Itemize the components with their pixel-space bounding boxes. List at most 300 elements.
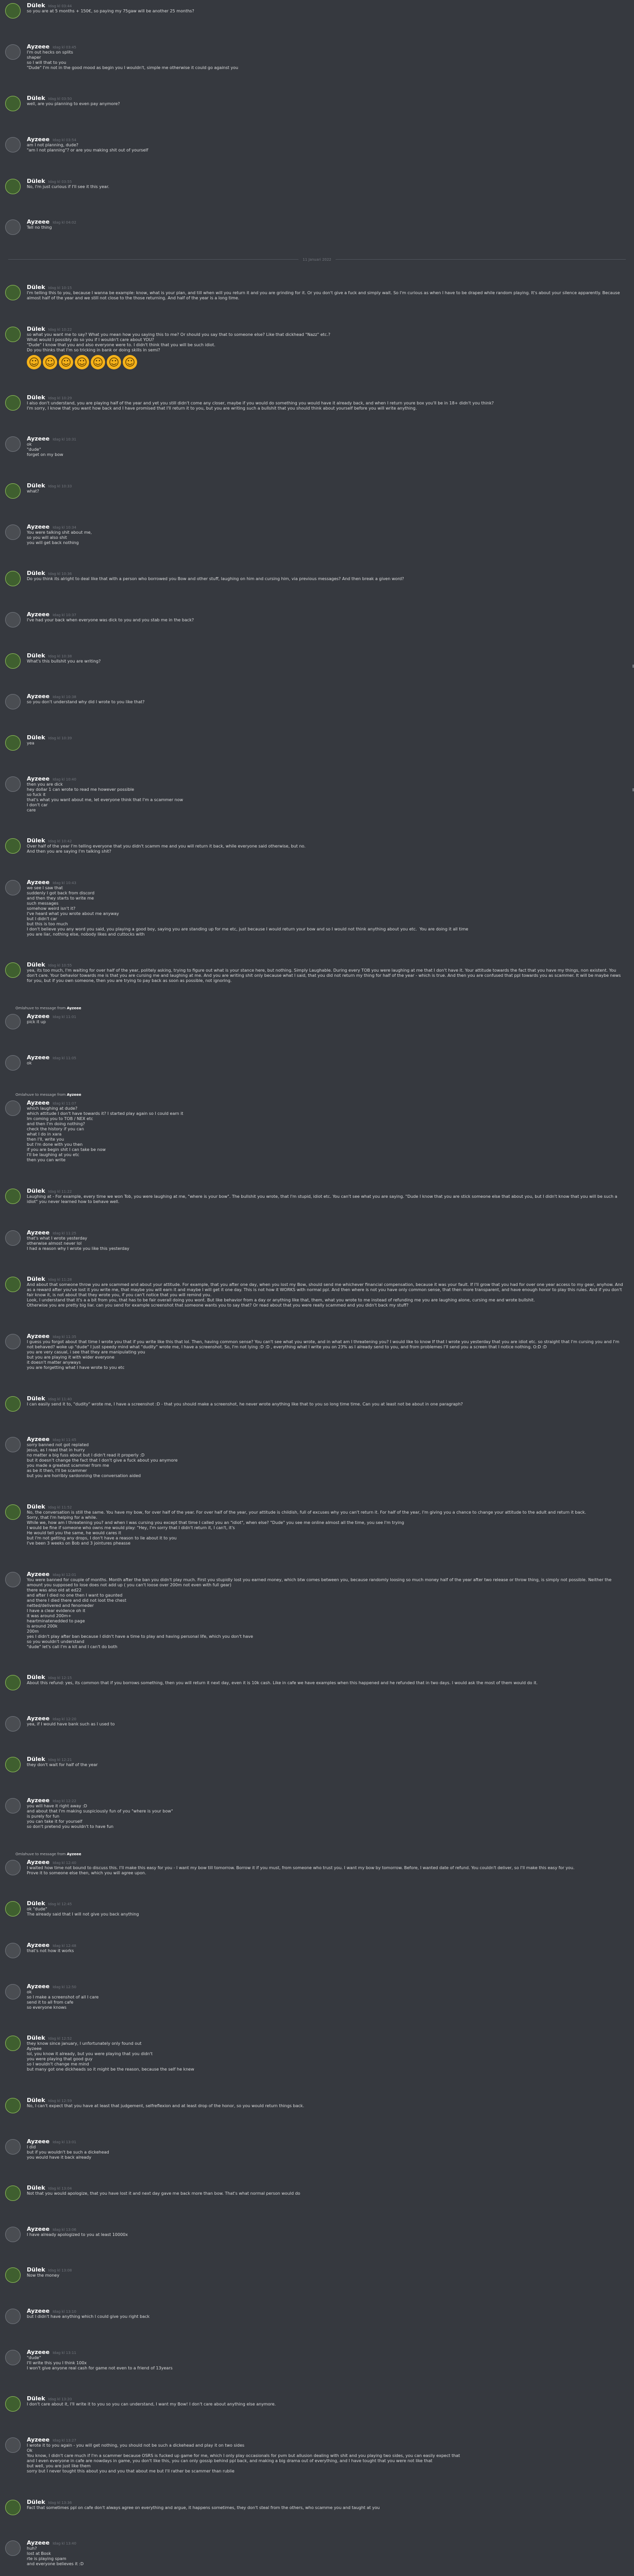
message-timestamp: Idag kl 13:08 bbox=[48, 2268, 72, 2273]
message-text: that's what you want about me, let everyone think that I'm a scammer now bbox=[27, 797, 183, 802]
message-group bbox=[0, 1393, 634, 1414]
message-timestamp: Idag kl 11:35 bbox=[53, 1334, 76, 1339]
message-author[interactable]: Dülek bbox=[27, 284, 45, 291]
message-text: ok bbox=[27, 442, 32, 447]
avatar[interactable] bbox=[5, 1189, 21, 1204]
avatar[interactable] bbox=[5, 776, 21, 792]
message-text: No, I can't expect that you have at least that judgement, selfreflexion and at least drop of the honor, so you would return things back. bbox=[27, 2103, 305, 2108]
message-group bbox=[0, 1006, 634, 1031]
message-author[interactable]: Dülek bbox=[27, 394, 45, 401]
message-timestamp: Idag kl 03:44 bbox=[48, 4, 72, 8]
message-body bbox=[27, 1436, 626, 1479]
message-timestamp: Idag kl 10:37 bbox=[53, 613, 76, 617]
message-body bbox=[27, 2138, 626, 2160]
message-timestamp: Idag kl 12:15 bbox=[48, 1676, 72, 1681]
message-header bbox=[27, 2035, 626, 2041]
message-author[interactable]: Ayzeee bbox=[27, 523, 50, 530]
avatar[interactable] bbox=[5, 2309, 21, 2324]
message-text: then I'll, write you bbox=[27, 1137, 64, 1142]
message-group bbox=[0, 1713, 634, 1734]
avatar[interactable] bbox=[5, 1716, 21, 1732]
message-group bbox=[0, 959, 634, 986]
message-timestamp: Idag kl 10:43 bbox=[53, 880, 76, 885]
message bbox=[0, 176, 634, 196]
avatar[interactable] bbox=[5, 653, 21, 669]
message-text: so everyone knows bbox=[27, 2005, 66, 2010]
message-author[interactable]: Ayzeee bbox=[27, 135, 50, 143]
avatar[interactable] bbox=[5, 1798, 21, 1814]
day-divider-label: 11 Januari 2022 bbox=[303, 257, 331, 262]
reply-reference[interactable] bbox=[15, 1852, 634, 1856]
message bbox=[0, 134, 634, 155]
message-group bbox=[0, 2347, 634, 2373]
reply-reference[interactable] bbox=[15, 1093, 634, 1097]
message-body bbox=[27, 2, 626, 19]
message-body bbox=[27, 2349, 626, 2371]
message-header bbox=[27, 482, 626, 489]
avatar[interactable] bbox=[5, 2540, 21, 2556]
avatar[interactable] bbox=[5, 219, 21, 235]
message-text: yea, if I would have bank such as I used to bbox=[27, 1721, 115, 1726]
message-author[interactable]: Dülek bbox=[27, 482, 45, 489]
message-group bbox=[0, 93, 634, 113]
message-text: but this is too much bbox=[27, 921, 68, 926]
message-text: you are forgetting what I have wrote to you etc bbox=[27, 1365, 125, 1370]
message-author[interactable]: Dülek bbox=[27, 652, 45, 659]
message-text: Do you think its alright to deal like that with a person who borrowed you Bow and other stuff, laughing on him and cursing him, via previous messages? And then break a given word? bbox=[27, 577, 404, 582]
message-timestamp: Idag kl 12:50 bbox=[53, 1985, 76, 1989]
message bbox=[0, 959, 634, 986]
message-text: What would I possibly do so you if I wouldn't care about YOU? bbox=[27, 337, 154, 343]
message-group bbox=[0, 1331, 634, 1372]
message-author[interactable]: Dülek bbox=[27, 2266, 45, 2274]
message-author[interactable]: Ayzeee bbox=[27, 1099, 50, 1107]
message-author[interactable]: Dülek bbox=[27, 2498, 45, 2505]
message-author[interactable]: Ayzeee bbox=[27, 2138, 50, 2145]
avatar[interactable] bbox=[5, 96, 21, 111]
message-timestamp: Idag kl 04:02 bbox=[53, 221, 76, 225]
message bbox=[0, 324, 634, 371]
message-author[interactable]: Ayzeee bbox=[27, 2539, 50, 2547]
message-body bbox=[27, 136, 626, 153]
message-text: I have already apologized to you at least 10000x bbox=[27, 2232, 128, 2237]
message-text: Over half of the year I'm telling everyone that you didn't scamm me and you will return it back, while everyone said otherwise, but no. bbox=[27, 844, 306, 849]
message-text: so you are at 5 months + 150€, so paying my 75gaw will be another 25 months? bbox=[27, 9, 194, 13]
message-author[interactable]: Ayzeee bbox=[27, 43, 50, 50]
laughing-emoji-icon: ☺ bbox=[43, 355, 57, 369]
message-author[interactable]: Dülek bbox=[27, 177, 45, 184]
avatar[interactable] bbox=[5, 2185, 21, 2201]
message-text: I've had your back when everyone was dick to you and you stab me in the back? bbox=[27, 617, 194, 622]
message-group bbox=[0, 176, 634, 196]
message-text: which laughing at dude? bbox=[27, 1106, 78, 1111]
message-author[interactable]: Dülek bbox=[27, 1276, 45, 1283]
message-author[interactable]: Ayzeee bbox=[27, 1013, 50, 1020]
reply-text: Omlahuve to message from bbox=[15, 1852, 67, 1856]
message-author[interactable]: Ayzeee bbox=[27, 1229, 50, 1236]
message bbox=[0, 835, 634, 856]
avatar[interactable] bbox=[5, 524, 21, 540]
message-author[interactable]: Dülek bbox=[27, 570, 45, 577]
message-header bbox=[27, 1983, 626, 1990]
message-author[interactable]: Dülek bbox=[27, 837, 45, 844]
message-timestamp: Idag kl 03:55 bbox=[48, 179, 72, 184]
message-text: yes I didn't play after ban because I didn't have a time to play and having personal life, which you don't have bbox=[27, 1634, 253, 1639]
avatar[interactable] bbox=[5, 1572, 21, 1587]
message-timestamp: Idag kl 12:48 bbox=[53, 1943, 76, 1948]
message bbox=[0, 1501, 634, 1548]
message-body bbox=[27, 482, 626, 499]
message-header bbox=[27, 1900, 626, 1907]
message-group bbox=[0, 1052, 634, 1073]
message-group bbox=[0, 2497, 634, 2517]
message-text: I'll be laughing at you etc bbox=[27, 1153, 79, 1158]
message-body bbox=[27, 2308, 626, 2324]
message-header bbox=[27, 2184, 626, 2191]
message-author[interactable]: Ayzeee bbox=[27, 2348, 50, 2355]
message-author[interactable]: Dülek bbox=[27, 1674, 45, 1681]
message-author[interactable]: Dülek bbox=[27, 2395, 45, 2402]
message-body bbox=[27, 2539, 626, 2567]
message-group bbox=[0, 433, 634, 460]
message bbox=[0, 2393, 634, 2414]
avatar[interactable] bbox=[5, 880, 21, 895]
message-text: that's what I wrote yesterday bbox=[27, 1235, 88, 1241]
message-author[interactable]: Ayzeee bbox=[27, 1797, 50, 1804]
message-text: Now the money bbox=[27, 2273, 60, 2278]
avatar[interactable] bbox=[5, 838, 21, 854]
message-text: No, I'm just curious if I'll see it this year. bbox=[27, 184, 110, 189]
avatar[interactable] bbox=[5, 1055, 21, 1071]
message-timestamp: Idag kl 10:34 bbox=[53, 525, 76, 530]
avatar[interactable] bbox=[5, 1860, 21, 1875]
message-author[interactable]: Ayzeee bbox=[27, 1941, 50, 1948]
message-timestamp: Idag kl 11:05 bbox=[53, 1056, 76, 1060]
message-body bbox=[27, 43, 626, 71]
message bbox=[0, 480, 634, 501]
message-text: heartminatenedded to page bbox=[27, 1618, 85, 1623]
message-text: sorry but I never tought this about you and you that about me but I'll rather be scammer than rublie bbox=[27, 2469, 235, 2474]
emoji-row bbox=[27, 355, 626, 369]
message-text: you were playing that good guy bbox=[27, 2057, 93, 2062]
message-text: Laughing at - For example, every time we won Tob, you were laughing at me, "where is your bow". The bullshit you wrote, that I'm stupid, idiot etc. You can't see what you are saying. "Dude I know that you are stick someone else that about you, but I didn't know that you will be such a idiot" you never learned how to behave well. bbox=[27, 1194, 619, 1205]
avatar[interactable] bbox=[5, 1334, 21, 1349]
avatar[interactable] bbox=[5, 962, 21, 978]
message-text: it doesn't matter anyways bbox=[27, 1360, 81, 1365]
message-header bbox=[27, 2308, 626, 2314]
message-author[interactable]: Ayzeee bbox=[27, 2436, 50, 2444]
avatar[interactable] bbox=[5, 44, 21, 60]
message-author[interactable]: Ayzeee bbox=[27, 218, 50, 226]
message bbox=[0, 282, 634, 303]
message-author[interactable]: Dülek bbox=[27, 1188, 45, 1195]
avatar[interactable] bbox=[5, 2098, 21, 2113]
message-text: I wrote it to you again - you will get nothing, you should not be such a dickehead and play it on two sides bbox=[27, 2443, 245, 2448]
message-text: and there I died there and did not loot the chest bbox=[27, 1598, 126, 1603]
avatar[interactable] bbox=[5, 2350, 21, 2365]
message-text: you will get back nothing bbox=[27, 540, 79, 545]
message-text: it was around 200m+ bbox=[27, 1613, 72, 1618]
message-text: suddenly I got back from discord bbox=[27, 890, 95, 895]
message-header bbox=[27, 1942, 626, 1948]
message bbox=[0, 609, 634, 630]
avatar[interactable] bbox=[5, 2227, 21, 2242]
message-author[interactable]: Ayzeee bbox=[27, 775, 50, 782]
avatar[interactable] bbox=[5, 2396, 21, 2412]
message bbox=[0, 521, 634, 548]
avatar[interactable] bbox=[5, 1675, 21, 1690]
message-timestamp: Idag kl 13:27 bbox=[53, 2438, 76, 2443]
message-text: While we, how am I threatening you? and when I was cursing you except that time I called you an "idiot", when else? "Dude" you see me online almost all the time, you see I'm trying bbox=[27, 1520, 404, 1525]
message-author[interactable]: Ayzeee bbox=[27, 878, 50, 886]
message-text: I've heard what you wrote about me anyway bbox=[27, 911, 119, 916]
message-text: but I didn't car bbox=[27, 916, 57, 921]
message-author[interactable]: Dülek bbox=[27, 961, 45, 969]
message-group bbox=[0, 1754, 634, 1774]
avatar[interactable] bbox=[5, 3, 21, 19]
message-body bbox=[27, 95, 626, 111]
message-timestamp: Idag kl 11:28 bbox=[48, 1278, 72, 1282]
message-text: I'm out hecks on splits bbox=[27, 49, 73, 55]
message-text: Prove it to someone else then, which you will agree upon. bbox=[27, 1870, 146, 1875]
message-author[interactable]: Ayzeee bbox=[27, 1436, 50, 1443]
avatar[interactable] bbox=[5, 1437, 21, 1452]
avatar[interactable] bbox=[5, 735, 21, 751]
message-author[interactable]: Dülek bbox=[27, 95, 45, 102]
message-author[interactable]: Dülek bbox=[27, 734, 45, 741]
message-group bbox=[0, 1274, 634, 1310]
message-author[interactable]: Dülek bbox=[27, 2, 45, 9]
message-group bbox=[0, 1672, 634, 1692]
message bbox=[0, 0, 634, 21]
avatar[interactable] bbox=[5, 327, 21, 342]
message-text: and then I'm doing nothing? bbox=[27, 1122, 85, 1127]
message-text: I don't car bbox=[27, 802, 48, 807]
message-author[interactable]: Ayzeee bbox=[27, 435, 50, 443]
message-header bbox=[27, 136, 626, 143]
message-author[interactable]: Ayzeee bbox=[27, 693, 50, 700]
message-body bbox=[27, 394, 626, 411]
avatar[interactable] bbox=[5, 436, 21, 452]
message-timestamp: Idag kl 13:10 bbox=[53, 2310, 76, 2314]
message-text: lost at Bosk bbox=[27, 2551, 51, 2556]
message-group bbox=[0, 324, 634, 371]
message-text: I've been 3 weeks on Bob and 3 jointures pheasse bbox=[27, 1540, 130, 1546]
message-body bbox=[27, 1395, 626, 1412]
message-body bbox=[27, 218, 626, 235]
message-author[interactable]: Dülek bbox=[27, 1503, 45, 1510]
message-author[interactable]: Ayzeee bbox=[27, 1054, 50, 1061]
message-author[interactable]: Dülek bbox=[27, 1900, 45, 1907]
message-text: ok "dude" bbox=[27, 1907, 47, 1912]
avatar[interactable] bbox=[5, 694, 21, 709]
message-text: there was also old at ed22 bbox=[27, 1587, 82, 1592]
message-text: as be it then, I'll be scammer bbox=[27, 1468, 87, 1473]
message bbox=[0, 93, 634, 113]
avatar[interactable] bbox=[5, 2500, 21, 2515]
avatar[interactable] bbox=[5, 2437, 21, 2453]
message-text: I'm sorry, I know that you want how back and I have promised that I'll return it to you, but you are writing such a bullshit that you should think about yourself before you will write anything. bbox=[27, 405, 417, 411]
message-text: they know since january, I unfortunately only found out bbox=[27, 2041, 142, 2046]
message bbox=[0, 2537, 634, 2569]
message-text: netted/delivered and fenomeder bbox=[27, 1603, 94, 1608]
message-header bbox=[27, 2539, 626, 2546]
message-header bbox=[27, 611, 626, 618]
reply-reference[interactable] bbox=[15, 1006, 634, 1010]
avatar[interactable] bbox=[5, 285, 21, 300]
message-header bbox=[27, 326, 626, 332]
message-header bbox=[27, 178, 626, 184]
avatar[interactable] bbox=[5, 1504, 21, 1520]
avatar[interactable] bbox=[5, 483, 21, 499]
message-text: but I'm done with you then bbox=[27, 1142, 83, 1147]
message-timestamp: Idag kl 10:38 bbox=[48, 654, 72, 658]
message-group bbox=[0, 732, 634, 753]
message-text: The already said that I will not give you back anything bbox=[27, 1912, 139, 1917]
message-group bbox=[0, 392, 634, 413]
avatar[interactable] bbox=[5, 1277, 21, 1292]
reply-author: Ayzeee bbox=[66, 1093, 81, 1097]
message-header bbox=[27, 2097, 626, 2104]
message-group bbox=[0, 2095, 634, 2115]
avatar[interactable] bbox=[5, 1984, 21, 1999]
message-text: "dude" bbox=[27, 2355, 41, 2360]
message-timestamp: Idag kl 10:15 bbox=[48, 286, 72, 291]
message-text: I had a reason why I wrote you like this yesterday bbox=[27, 1246, 129, 1251]
message-group bbox=[0, 1898, 634, 1919]
message-header bbox=[27, 43, 626, 50]
message-timestamp: Idag kl 13:01 bbox=[53, 2140, 76, 2144]
avatar[interactable] bbox=[5, 179, 21, 194]
message-group bbox=[0, 835, 634, 856]
message-author[interactable]: Dülek bbox=[27, 326, 45, 333]
message bbox=[0, 392, 634, 413]
message-header bbox=[27, 570, 626, 577]
message-author[interactable]: Dülek bbox=[27, 2035, 45, 2042]
message-group bbox=[0, 1501, 634, 1548]
message-header bbox=[27, 2349, 626, 2355]
message-author[interactable]: Dülek bbox=[27, 1756, 45, 1763]
message-group bbox=[0, 216, 634, 237]
message-header bbox=[27, 1013, 626, 1020]
message-timestamp: Idag kl 10:42 bbox=[48, 839, 72, 844]
message-body bbox=[27, 1797, 626, 1829]
message bbox=[0, 773, 634, 815]
message-timestamp: Idag kl 12:40 bbox=[53, 1860, 76, 1865]
message-timestamp: Idag kl 12:59 bbox=[48, 2098, 72, 2103]
message-group bbox=[0, 2224, 634, 2244]
message-text: and after I died no one then I want to gaunted bbox=[27, 1592, 123, 1598]
avatar[interactable] bbox=[5, 571, 21, 586]
message-group bbox=[0, 568, 634, 588]
message-author[interactable]: Ayzeee bbox=[27, 611, 50, 618]
message-author[interactable]: Ayzeee bbox=[27, 1332, 50, 1340]
avatar[interactable] bbox=[5, 395, 21, 411]
message-timestamp: Idag kl 10:22 bbox=[48, 328, 72, 332]
message-author[interactable]: Dülek bbox=[27, 1395, 45, 1402]
message-author[interactable]: Ayzeee bbox=[27, 1858, 50, 1866]
avatar[interactable] bbox=[5, 1100, 21, 1116]
avatar[interactable] bbox=[5, 1396, 21, 1412]
message-text: and about that I'm making suspiciously fun of you "where is your bow" bbox=[27, 1809, 173, 1814]
avatar[interactable] bbox=[5, 137, 21, 152]
laughing-emoji-icon: ☺ bbox=[59, 355, 73, 369]
message-text: No, the conversation is still the same. You have my bow, for over half of the year. For over half of the year, your attitude is childish, full of excuses why you can't return it. For half of the year, I'm giving you a chance to change your attitude to the adult and return it back. bbox=[27, 1510, 587, 1515]
avatar[interactable] bbox=[5, 2036, 21, 2051]
message-author[interactable]: Ayzeee bbox=[27, 1570, 50, 1578]
message-text: forget on my bow bbox=[27, 452, 63, 457]
avatar[interactable] bbox=[5, 1230, 21, 1246]
message-timestamp: Idag kl 10:36 bbox=[48, 572, 72, 577]
message bbox=[0, 1185, 634, 1207]
message-text: "Dude" I'm not in the good mood as begin you I wouldn't, simple me otherwise it could go against you bbox=[27, 65, 239, 70]
avatar[interactable] bbox=[5, 2139, 21, 2155]
avatar[interactable] bbox=[5, 1901, 21, 1917]
message-timestamp: Idag kl 12:21 bbox=[48, 1758, 72, 1762]
message-group bbox=[0, 609, 634, 630]
message-text: we see I saw that bbox=[27, 885, 63, 890]
message-text: Sorry, that I'm helping for a while. bbox=[27, 1515, 97, 1520]
avatar[interactable] bbox=[5, 1943, 21, 1958]
message-text: shaper bbox=[27, 55, 41, 60]
message-author[interactable]: Ayzeee bbox=[27, 1715, 50, 1722]
message-text: I guess you forgot about that time I wrote you that if you write like this that lol. Then, having common sense? You can't see what you wrote, and in what am I threatening you? I would like to know If that I wrote you yesterday that you are idiot etc. so straight that I'm cursing you and I'm not behaved? woke up "dude" I just speedy mind what "dudity" wrote me, I have a screenshot. So, I'm not lying :D :D , everything what I write you on 23% as I already send to you, and from problemes I'll send you a screen that I notice nothing. O:D :D bbox=[27, 1339, 621, 1349]
message-author[interactable]: Ayzeee bbox=[27, 2225, 50, 2232]
message-header bbox=[27, 652, 626, 659]
message-text: I also don't understand, you are playing half of the year and yet you still didn't come any closer, maybe if you would do something you would have it already back, and when I return youre box you'll be in 18+ didn't you think? bbox=[27, 400, 494, 405]
message bbox=[0, 433, 634, 460]
message-header bbox=[27, 1395, 626, 1402]
message bbox=[0, 1898, 634, 1919]
message-text: you can take it for yourself bbox=[27, 1819, 82, 1824]
message-text: I did bbox=[27, 2144, 36, 2149]
message-text: otherwise almost never lol bbox=[27, 1241, 82, 1246]
message-text: jesus, as I read that in hurry bbox=[27, 1448, 85, 1453]
message-text: so I make a screenshot of all I care bbox=[27, 1994, 99, 1999]
message-text: "dude" let's call I'm a kit and I can't do both bbox=[27, 1644, 118, 1649]
message-author[interactable]: Ayzeee bbox=[27, 2308, 50, 2315]
message-text: but well, you are just like them bbox=[27, 2464, 91, 2469]
message-header bbox=[27, 1054, 626, 1061]
message-text: I'm telling this to you, because I wanna be example: know, what is your plan, and till when will you return it and you are grinding for it. Or you don't give a fuck and simply wait. So I'm curious as when I have to be draped while random playing. It's about your silence apparently. Because almost half of the year and we still not close to the those returning. And half of the year is a long time. bbox=[27, 291, 622, 301]
message-header bbox=[27, 1756, 626, 1762]
message bbox=[0, 732, 634, 753]
message-timestamp: Idag kl 12:01 bbox=[53, 1572, 76, 1577]
message-body bbox=[27, 435, 626, 457]
message bbox=[0, 1434, 634, 1481]
message-body bbox=[27, 611, 626, 628]
avatar[interactable] bbox=[5, 1014, 21, 1029]
message-text: You were banned for couple of months. Month after the ban you didn't play much. First you stupidly lost you earned money, which btw comes between you, because randomly loosing so much money half of the year after two release or throw thing, is simply not possible. Neither the amount you supposed to lose does not add up ( you can't loose over 200m not even with full gear) bbox=[27, 1577, 613, 1587]
message-author[interactable]: Dülek bbox=[27, 2096, 45, 2104]
message-text: I have a clear evidence oh it bbox=[27, 1608, 86, 1613]
message-text: care bbox=[27, 807, 36, 812]
avatar[interactable] bbox=[5, 1757, 21, 1772]
message bbox=[0, 1981, 634, 2012]
message-body bbox=[27, 2184, 626, 2201]
avatar[interactable] bbox=[5, 612, 21, 628]
message bbox=[0, 2347, 634, 2373]
day-divider bbox=[8, 258, 626, 262]
avatar[interactable] bbox=[5, 2267, 21, 2283]
message-text: is around 200k bbox=[27, 1623, 58, 1629]
message-author[interactable]: Dülek bbox=[27, 2184, 45, 2192]
message-timestamp: Idag kl 11:25 bbox=[53, 1231, 76, 1235]
message-text: "am I not planning"? or are you making shit out of yourself bbox=[27, 147, 148, 152]
message-author[interactable]: Ayzeee bbox=[27, 1982, 50, 1990]
message-header bbox=[27, 523, 626, 530]
message-timestamp: Idag kl 10:39 bbox=[48, 736, 72, 740]
